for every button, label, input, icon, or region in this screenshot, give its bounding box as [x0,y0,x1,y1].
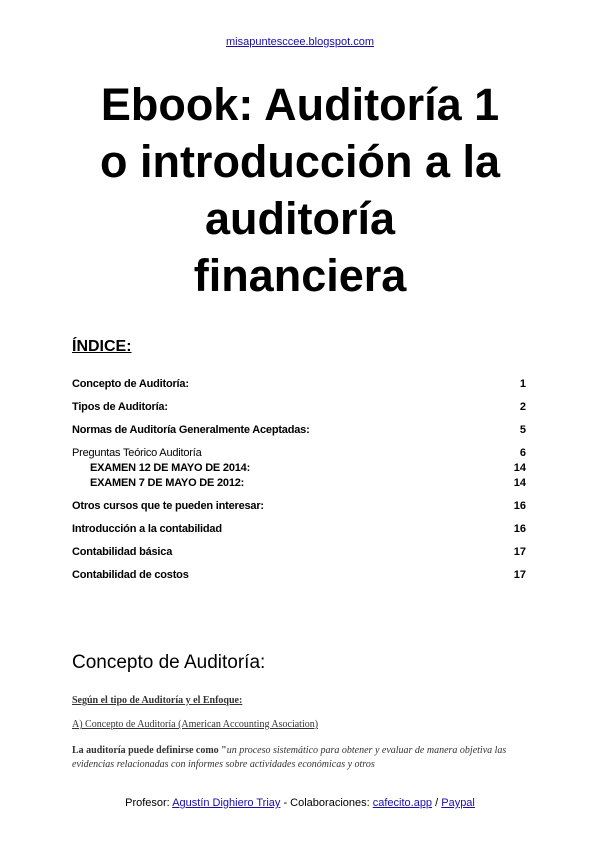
professor-link[interactable]: Agustín Dighiero Triay [172,797,281,809]
toc-entry-label: Contabilidad de costos [72,569,189,581]
toc-entry-label: Concepto de Auditoría: [72,378,189,390]
toc-entry-label: Introducción a la contabilidad [72,523,222,535]
toc-entry-label: Normas de Auditoría Generalmente Aceptadas: [72,424,310,436]
toc-entry[interactable] [72,377,526,391]
toc-entry[interactable] [72,461,526,475]
toc-entry-page: 14 [513,477,526,489]
title-line: o introducción a la [99,136,501,187]
toc-entry[interactable] [72,423,526,437]
toc-entry-label: EXAMEN 7 DE MAYO DE 2012: [90,477,245,489]
toc-entry[interactable] [72,545,526,559]
cafecito-link[interactable]: cafecito.app [372,797,433,809]
site-link[interactable]: misapuntesccee.blogspot.com [226,36,374,48]
footer-separator: / [432,797,442,809]
paragraph-lead: La auditoría puede definirse como " [72,745,227,756]
toc-entry[interactable] [72,522,526,536]
toc-entry-page: 17 [513,569,526,581]
footer-prefix: Profesor: [125,797,173,809]
section-paragraph [72,744,532,772]
toc-entry-page: 16 [513,500,526,512]
title-line: auditoría [204,193,396,244]
page-footer [0,797,600,809]
document-title [40,76,560,304]
title-line: Ebook: Auditoría 1 [100,79,500,130]
toc-entry-page: 17 [513,546,526,558]
section-subheading: A) Concepto de Auditoría (American Accounting Asociation) [72,719,319,730]
toc-entry-label: EXAMEN 12 DE MAYO DE 2014: [90,462,251,474]
title-line: financiera [193,250,407,301]
toc-entry-page: 14 [513,462,526,474]
toc-entry[interactable] [72,499,526,513]
toc-entry-page: 5 [519,424,526,436]
toc-entry-label: Tipos de Auditoría: [72,401,168,413]
paypal-link[interactable]: Paypal [441,797,475,809]
paragraph-quote: un proceso sistemático para obtener y evaluar de manera objetiva las evidencias relacionadas con informes sobre actividades económicas y otros [72,745,507,770]
index-heading: ÍNDICE: [72,338,132,355]
toc-entry-page: 6 [519,447,526,459]
toc-entry[interactable] [72,476,526,490]
toc-entry-page: 1 [519,378,526,390]
toc-entry-label: Preguntas Teórico Auditoría [72,447,202,459]
toc-entry[interactable] [72,400,526,414]
section-heading: Concepto de Auditoría: [72,652,266,673]
section-subheading: Según el tipo de Auditoría y el Enfoque: [72,695,243,706]
footer-middle: - Colaboraciones: [280,797,373,809]
toc-entry-label: Otros cursos que te pueden interesar: [72,500,264,512]
toc-entry[interactable] [72,446,526,460]
toc-entry-label: Contabilidad básica [72,546,173,558]
toc-entry[interactable] [72,568,526,582]
toc-entry-page: 16 [513,523,526,535]
toc-entry-page: 2 [519,401,526,413]
